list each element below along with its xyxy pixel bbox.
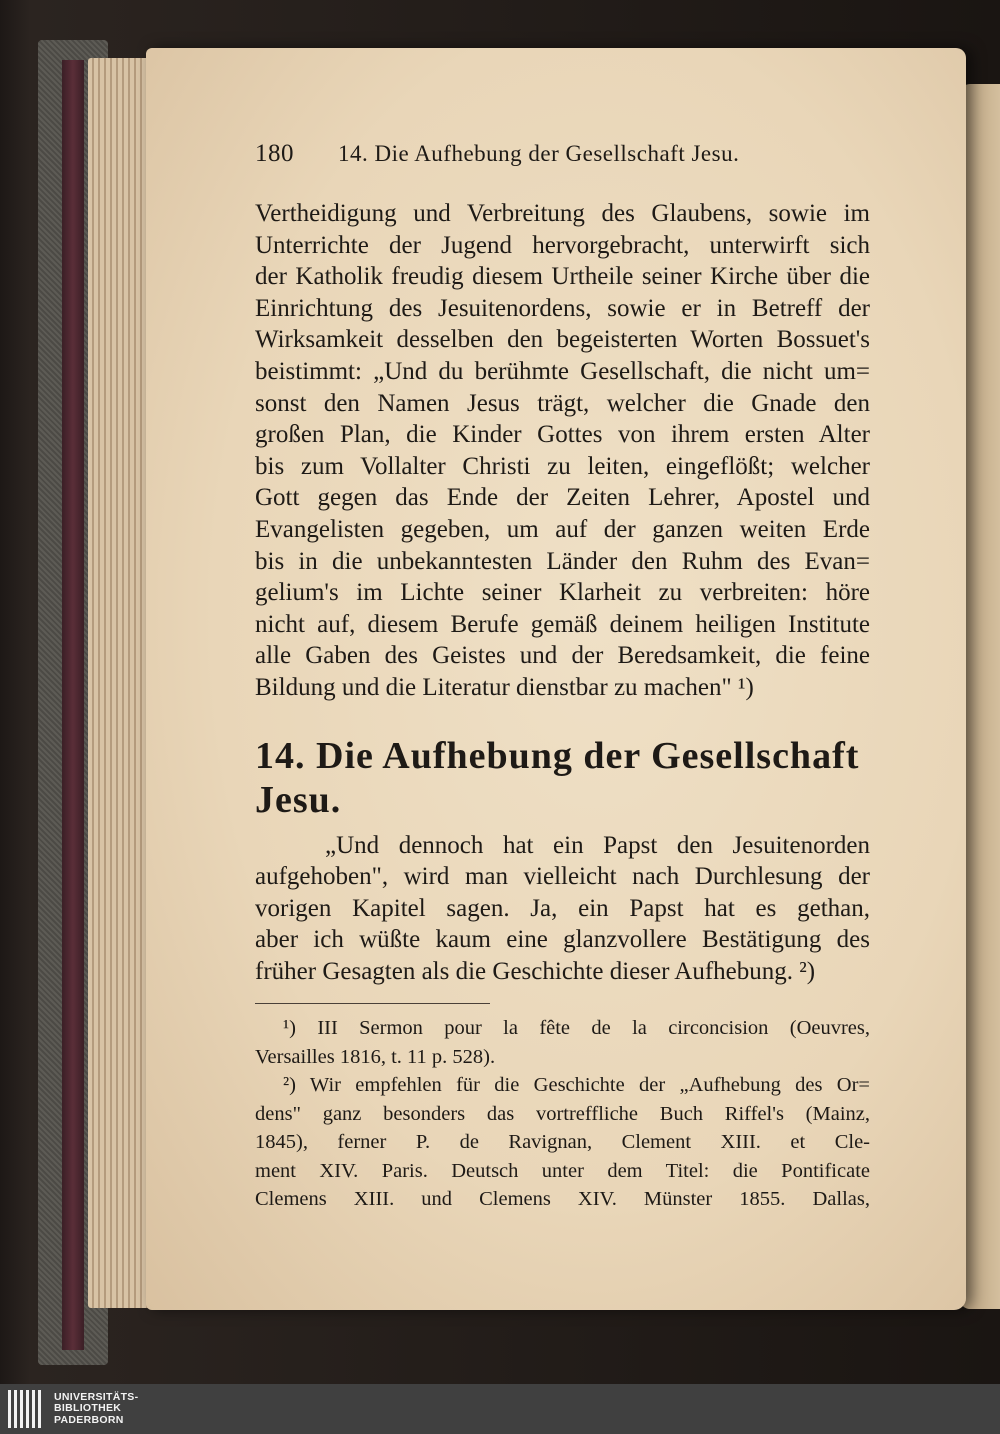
library-name-line: UNIVERSITÄTS- (54, 1390, 139, 1403)
section-paragraph (255, 830, 870, 988)
library-logo-icon (8, 1390, 44, 1428)
library-footer (0, 1384, 1000, 1434)
text-line: beistimmt: „Und du berühmte Gesellschaft, die nicht um= (255, 357, 870, 385)
body-paragraph (255, 198, 870, 704)
text-line: Vertheidigung und Verbreitung des Glaubens, sowie im (255, 200, 870, 227)
text-line: nicht auf, diesem Berufe gemäß deinem heiligen Institute (255, 610, 870, 638)
running-head (255, 140, 870, 176)
text-line: „Und dennoch hat ein Papst den Jesuitenorden (325, 831, 870, 859)
text-line: aber ich wüßte kaum eine glanzvollere Bestätigung des (255, 926, 870, 954)
text-line: der Katholik freudig diesem Urtheile seiner Kirche über die (255, 263, 870, 291)
section-heading: 14. Die Aufhebung der Gesellschaft Jesu. (255, 734, 860, 821)
footnote-line: 1845), ferner P. de Ravignan, Clement XIII. et Cle- (255, 1131, 870, 1154)
text-line: großen Plan, die Kinder Gottes von ihrem ersten Alter (255, 421, 870, 449)
text-line: Wirksamkeit desselben den begeisterten Worten Bossuet's (255, 326, 870, 354)
text-line: früher Gesagten als die Geschichte dieser Aufhebung. ²) (255, 957, 816, 985)
text-line: Einrichtung des Jesuitenordens, sowie er in Betreff der (255, 294, 870, 322)
footnote-rule (255, 1003, 490, 1004)
text-line: Evangelisten gegeben, um auf der ganzen weiten Erde (255, 515, 870, 543)
text-line: sonst den Namen Jesus trägt, welcher die Gnade den (255, 389, 870, 417)
text-line: vorigen Kapitel sagen. Ja, ein Papst hat es gethan, (255, 894, 870, 922)
text-line: gelium's im Lichte seiner Klarheit zu verbreiten: höre (255, 579, 870, 607)
text-line: Unterrichte der Jugend hervorgebracht, unterwirft sich (255, 231, 870, 259)
library-name (54, 1392, 138, 1427)
footnote-line: ¹) III Sermon pour la fête de la circoncision (Oeuvres, (283, 1017, 870, 1040)
footnote-line: ²) Wir empfehlen für die Geschichte der „Aufhebung des Or= (283, 1074, 870, 1097)
text-line: bis in die unbekanntesten Länder den Ruhm des Evan= (255, 547, 870, 575)
text-line: aufgehoben", wird man vielleicht nach Durchlesung der (255, 863, 870, 891)
book-spine (62, 60, 84, 1350)
next-page-edge (960, 84, 1000, 1309)
library-name-line: BIBLIOTHEK (54, 1402, 122, 1415)
text-line: bis zum Vollalter Christi zu leiten, eingeflößt; welcher (255, 452, 870, 480)
page-text (255, 140, 870, 1214)
footnote-line: dens" ganz besonders das vortreffliche Buch Riffel's (Mainz, (255, 1102, 870, 1125)
library-name-line: PADERBORN (54, 1413, 124, 1426)
footnotes (255, 1014, 870, 1214)
text-line: Bildung und die Literatur dienstbar zu machen" ¹) (255, 673, 754, 701)
footnote-line: Versailles 1816, t. 11 p. 528). (255, 1045, 496, 1068)
footnote-line: ment XIV. Paris. Deutsch unter dem Titel: die Pontificate (255, 1159, 870, 1182)
text-line: Gott gegen das Ende der Zeiten Lehrer, Apostel und (255, 484, 870, 512)
footnote-line: Clemens XIII. und Clemens XIV. Münster 1855. Dallas, (255, 1188, 870, 1211)
text-line: alle Gaben des Geistes und der Beredsamkeit, die feine (255, 642, 870, 670)
page-number: 180 (255, 140, 294, 167)
running-title: 14. Die Aufhebung der Gesellschaft Jesu. (338, 141, 740, 166)
